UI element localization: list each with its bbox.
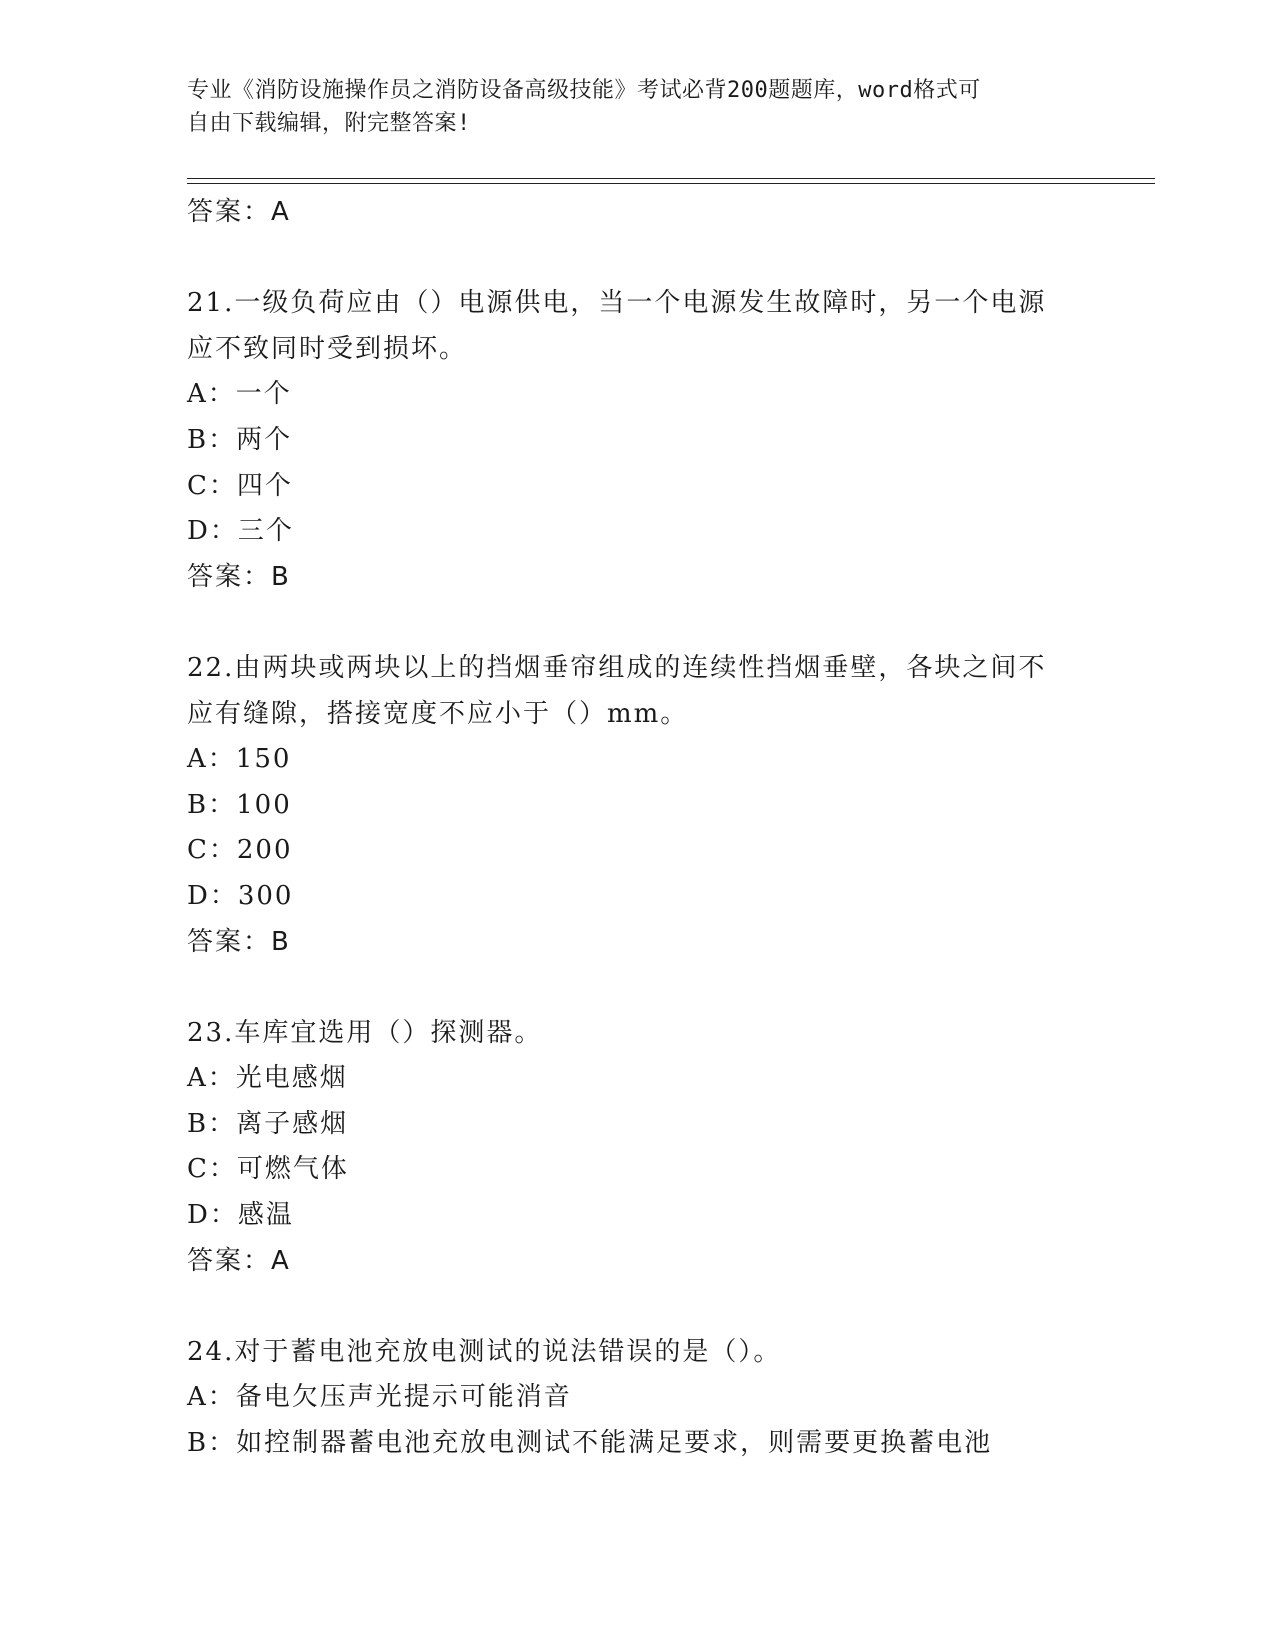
option-a: A：一个	[187, 379, 292, 410]
question-content	[187, 190, 1087, 1467]
header-line-1: 专业《消防设施操作员之消防设备高级技能》考试必背200题题库，word格式可	[187, 78, 981, 103]
previous-answer: 答案：A	[187, 197, 291, 227]
question-21	[187, 281, 1087, 600]
option-c: C：可燃气体	[187, 1154, 349, 1185]
question-22	[187, 646, 1087, 965]
question-24	[187, 1330, 1087, 1467]
option-d: D：感温	[187, 1200, 294, 1231]
option-c: C：四个	[187, 470, 293, 501]
option-d: D：三个	[187, 516, 294, 547]
answer: 答案：A	[187, 1245, 291, 1276]
option-d: D：300	[187, 880, 294, 911]
answer: 答案：B	[187, 926, 291, 957]
spacer	[187, 600, 1087, 646]
option-b: B：离子感烟	[187, 1108, 349, 1139]
question-stem: 22.由两块或两块以上的挡烟垂帘组成的连续性挡烟垂壁，各块之间不	[187, 652, 1047, 683]
document-header	[187, 74, 1087, 140]
option-c: C：200	[187, 835, 293, 866]
option-a: A：光电感烟	[187, 1063, 348, 1094]
question-stem: 24.对于蓄电池充放电测试的说法错误的是（）。	[187, 1336, 782, 1367]
spacer	[187, 236, 1087, 282]
answer: 答案：B	[187, 561, 291, 592]
option-a: A：150	[187, 744, 292, 775]
question-23	[187, 1011, 1087, 1285]
spacer	[187, 1284, 1087, 1330]
question-stem: 23.车库宜选用（）探测器。	[187, 1017, 543, 1048]
question-stem: 应不致同时受到损坏。	[187, 333, 468, 364]
question-stem: 21.一级负荷应由（）电源供电，当一个电源发生故障时，另一个电源	[187, 288, 1047, 319]
option-b: B：100	[187, 789, 292, 820]
option-b: B：两个	[187, 424, 293, 455]
option-b: B：如控制器蓄电池充放电测试不能满足要求，则需要更换蓄电池	[187, 1428, 993, 1459]
header-divider-top	[187, 178, 1155, 179]
question-stem: 应有缝隙，搭接宽度不应小于（）mm。	[187, 698, 689, 729]
header-divider-bottom	[187, 183, 1155, 184]
option-a: A：备电欠压声光提示可能消音	[187, 1382, 572, 1413]
header-line-2: 自由下载编辑，附完整答案!	[187, 111, 471, 136]
spacer	[187, 965, 1087, 1011]
